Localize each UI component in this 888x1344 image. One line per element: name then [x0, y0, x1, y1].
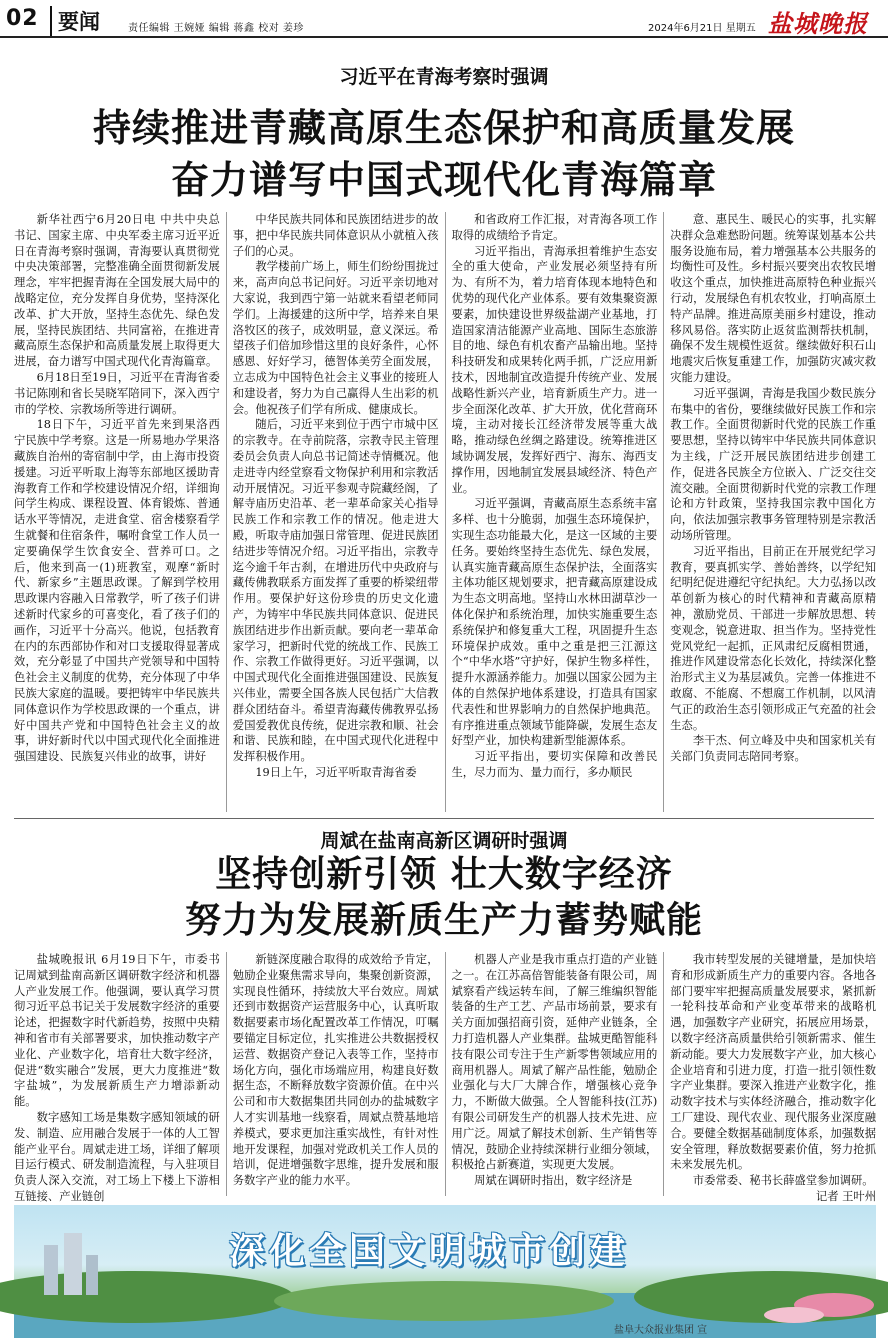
- article2-headline-line1: 坚持创新引领 壮大数字经济: [215, 854, 673, 895]
- paragraph: 习近平指出，要切实保障和改善民生，尽力而为、量力而行，多办顺民: [451, 750, 658, 779]
- article2-headline-line2: 努力为发展新质生产力蓄势赋能: [184, 900, 703, 941]
- column-rule: [226, 952, 227, 1196]
- article2-column: [452, 952, 658, 1196]
- column-rule: [663, 212, 664, 812]
- article2-column: [233, 952, 439, 1196]
- paragraph: 教学楼前广场上，师生们纷纷围拢过来，高声向总书记问好。习近平亲切地对大家说，我到西宁第一站就来看望老师同学们。上海援建的这所中学，培养来自果洛牧区的孩子，成效明显，意义深远。希望孩子们倍加珍惜这里的良好条件，心怀感恩、好好学习，德智体美劳全面发展，立志成为中国特色社会主义事业的接班人和建设者，努力为自己赢得人生出彩的机会。他祝孩子们学有所成、健康成长。: [232, 260, 439, 416]
- paragraph: 19日上午，习近平听取青海省委: [255, 765, 417, 779]
- paragraph: 新华社西宁6月20日电 中共中央总书记、国家主席、中央军委主席习近平近日在青海考察时强调，青海要认真贯彻党中央决策部署，完整准确全面贯彻新发展理念，牢牢把握青海在全国发展大局中的战略定位，充分发挥自身优势，坚持深化改革、扩大开放，坚持生态优先、绿色发展，坚持民族团结、共同富裕，在推进青藏高原生态保护和高质量发展上取得更大进展，奋力谱写中国式现代化青海篇章。: [14, 213, 220, 369]
- newspaper-logo: 盐城晚报: [768, 9, 868, 38]
- article1-headline-line1: 持续推进青藏高原生态保护和高质量发展: [92, 106, 795, 150]
- paragraph: 习近平强调，青藏高原生态系统丰富多样、也十分脆弱，加强生态环境保护，实现生态功能最大化，是这一区域的主要任务。要始终坚持生态优先、绿色发展，认真实施青藏高原生态保护法，全面落实主体功能区规划要求，把青藏高原建设成为生态文明高地。坚持山水林田湖草沙一体化保护和系统治理，加快实施重要生态系统保护和修复重大工程，巩固提升生态环境保护成效。重中之重是把三江源这个“中华水塔”守护好，保护生物多样性，提升水源涵养能力。加强以国家公园为主体的自然保护地体系建设，打造具有国家代表性和世界影响力的自然保护地典范。有序推进重点领域节能降碳，发展生态友好型产业，加快构建新型能源体系。: [451, 497, 658, 748]
- paragraph: 中华民族共同体和民族团结进步的故事，把中华民族共同体意识从小就植入孩子们的心灵。: [232, 213, 439, 258]
- paragraph: 市委常委、秘书长薛盛堂参加调研。: [692, 1174, 874, 1188]
- banner-credit: 盐阜大众报业集团 宣: [614, 1325, 708, 1336]
- issue-date: 2024年6月21日 星期五: [648, 23, 756, 34]
- paragraph: 机器人产业是我市重点打造的产业链之一。在江苏高倍智能装备有限公司，周斌察看产线运转车间，了解三维编织智能装备的生产工艺、产品市场前景，要求有关方面加强招商引资，延伸产业链条，全力打造机器人产业集群。盐城更酷智能科技有限公司专注于生产新零售领域应用的商用机器人。周斌了解产品性能，勉励企业强化与大厂大牌合作，增强核心竞争力，不断做大做强。仝人智能科技(江苏)有限公司研发生产的机器人技术先进、应用广泛。周斌了解技术创新、生产销售等情况，鼓励企业持续深耕行业细分领域，积极抢占新赛道，实现更大发展。: [451, 953, 658, 1172]
- paragraph: 和省政府工作汇报，对青海各项工作取得的成绩给予肯定。: [451, 213, 658, 242]
- paragraph: 新链深度融合取得的成效给予肯定，勉励企业聚焦需求导向，集聚创新资源，实现良性循环，持续放大平台效应。周斌还到市数据资产运营服务中心，认真听取数据要素市场化配置改革工作情况，叮嘱要锚定目标定位，扎实推进公共数据授权运营、数据资产登记入表等工作，坚持市场化方向，强化市场端应用，构建良好数据生态，不断释放数字资源价值。在中兴公司和市大数据集团共同创办的盐城数字人才实训基地一线察看，周斌点赞基地培养模式，要求更加注重实战性，有针对性地开发课程，加强对党政机关工作人员的培训，促进增强数字思维，提升发展和服务数字产业的能力水平。: [232, 953, 439, 1188]
- column-rule: [226, 212, 227, 812]
- article1-column: [452, 212, 658, 812]
- civic-banner: [14, 1205, 876, 1338]
- paragraph: 周斌在调研时指出，数字经济是: [474, 1174, 633, 1188]
- article2-body: [14, 952, 876, 1203]
- column-rule: [445, 212, 446, 812]
- article2-column: [14, 952, 220, 1203]
- paragraph: 习近平强调，青海是我国少数民族分布集中的省份，要继续做好民族工作和宗教工作。全面贯彻新时代党的民族工作重要思想，坚持以铸牢中华民族共同体意识为主线，广泛开展民族团结进步创建工作，促进各民族全方位嵌入、广泛交往交流交融。全面贯彻新时代党的宗教工作理论和方针政策，坚持我国宗教中国化方向，依法加强宗教事务管理特别是宗教活动场所管理。: [670, 386, 876, 542]
- article2-column: [670, 952, 876, 1203]
- article2-kicker: 周斌在盐南高新区调研时强调: [320, 830, 568, 852]
- page-number: 02: [6, 6, 39, 31]
- paragraph: 李干杰、何立峰及中央和国家机关有关部门负责同志陪同考察。: [670, 734, 876, 764]
- article1-kicker: 习近平在青海考察时强调: [339, 66, 549, 88]
- paragraph: 数字感知工场是集数字感知领域的研发、制造、应用融合发展于一体的人工智能产业平台。周斌走进工场，详细了解项目运行模式、研发制造流程，与入驻项目负责人深入交流，对工场上下楼上下游相互链接、产业链创: [14, 1110, 220, 1203]
- article1-headline-line2: 奋力谱写中国式现代化青海篇章: [170, 158, 717, 202]
- article1-column: [233, 212, 439, 812]
- paragraph: 盐城晚报讯 6月19日下午，市委书记周斌到盐南高新区调研数字经济和机器人产业发展工作。他强调，要认真学习贯彻习近平总书记关于发展数字经济的重要论述，把握数字时代新趋势，按照中央精神和省市有关部署要求，加快推动数字产业化、产业数字化，培育壮大数字经济，促进“数实融合”发展，更大力度推进“数字盐城”，为发展新质生产力增添新动能。: [14, 953, 220, 1109]
- masthead: [0, 0, 888, 38]
- article-divider: [14, 818, 874, 819]
- section-title: 要闻: [50, 6, 100, 36]
- banner-title: 深化全国文明城市创建: [229, 1231, 630, 1272]
- paragraph: 记者 王叶州: [815, 1189, 876, 1203]
- paragraph: 习近平指出，目前正在开展党纪学习教育，要真抓实学、善始善终，以学纪知纪明纪促进遵纪守纪执纪。大力弘扬以改革创新为核心的时代精神和青藏高原精神，激励党员、干部进一步解放思想、转变观念，锐意进取、担当作为。坚持党性党风党纪一起抓，正风肃纪反腐相贯通，推进作风建设常态化长效化，持续深化整治形式主义为基层减负。完善一体推进不敢腐、不能腐、不想腐工作机制，以风清气正的政治生态引领形成正气充盈的社会生态。: [670, 544, 876, 732]
- column-rule: [445, 952, 446, 1196]
- paragraph: 我市转型发展的关键增量，是加快培育和形成新质生产力的重要内容。各地各部门要牢牢把握高质量发展要求，紧抓新一轮科技革命和产业变革带来的战略机遇，加强数字产业研究，拓展应用场景，以数字经济高质量供给引领新需求、催生新动能。要大力发展数字产业，加大核心企业培育和引进力度，打造一批引领性数字产业集群。要深入推进产业数字化，推动数字技术与实体经济融合，推动数字化工厂建设、现代农业、现代服务业深度融合。要健全数据基础制度体系，加强数据安全管理，释放数据要素价值，努力抢抓未来发展先机。: [670, 953, 876, 1172]
- article1-body: [14, 212, 876, 812]
- paragraph: 6月18日至19日，习近平在青海省委书记陈刚和省长吴晓军陪同下，深入西宁市的学校、宗教场所等进行调研。: [14, 370, 220, 416]
- paragraph: 18日下午，习近平首先来到果洛西宁民族中学考察。这是一所易地办学果洛藏族自治州的寄宿制中学，由上海市投资援建。习近平听取上海等东部地区援助青海教育工作和学校建设情况介绍，详细询问学生构成、课程设置、体育锻炼、普通话水平等情况，走进食堂、宿舍楼察看学生就餐和住宿条件，嘱咐食堂工作人员一定要确保学生饮食安全、营养可口。之后，他来到高一(1)班教室，观摩“新时代、新家乡”主题思政课。了解到学校用思政课内容融入日常教学，听了孩子们讲述新时代家乡的可喜变化，看了孩子们的画作，习近平十分高兴。他说，包括教育在内的东西部协作和对口支援取得显著成效，充分彰显了中国共产党领导和中国特色社会主义制度的优势，充分体现了中华民族大家庭的温暖。要把铸牢中华民族共同体意识作为学校思政课的一个重点，讲好中国共产党和中国特色社会主义的故事，讲好新时代以中国式现代化全面推进强国建设、民族复兴伟业的故事，讲好: [14, 418, 220, 764]
- article1-column: [14, 212, 220, 812]
- paragraph: 习近平指出，青海承担着维护生态安全的重大使命，产业发展必须坚持有所为、有所不为，着力培育体现本地特色和优势的现代化产业体系。要有效集聚资源要素，加快建设世界级盐湖产业基地，打造国家清洁能源产业高地、国际生态旅游目的地、绿色有机农畜产品输出地。坚持科技研发和成果转化两手抓，广泛应用新技术，因地制宜改造提升传统产业、发展战略性新兴产业，培育新质生产力。进一步全面深化改革、扩大开放，优化营商环境，主动对接长江经济带发展等重大战略，推动绿色丝绸之路建设。统筹推进区域协调发展，发挥好西宁、海东、海西支撑作用，因地制宜发展县域经济、特色产业。: [451, 244, 658, 495]
- paragraph: 意、惠民生、暖民心的实事，扎实解决群众急难愁盼问题。统筹谋划基本公共服务设施布局，着力增强基本公共服务的均衡性可及性。乡村振兴要突出农牧民增收这个重点，加快推进高原特色种业振兴行动，发展绿色有机农牧业，打响高原土特产品牌。推进高原美丽乡村建设，推动移风易俗。落实防止返贫监测帮扶机制，确保不发生规模性返贫。继续做好积石山地震灾后恢复重建工作，加强防灾减灾救灾能力建设。: [670, 213, 876, 384]
- editor-credits: 责任编辑 王婉娅 编辑 蒋鑫 校对 姜珍: [128, 23, 304, 34]
- paragraph: 随后，习近平来到位于西宁市城中区的宗教寺。在寺前院落，宗教寺民主管理委员会负责人向总书记简述寺情概况。他走进寺内经堂察看文物保护利用和宗教活动开展情况。习近平参观寺院藏经阁，了解寺庙历史沿革、老一辈革命家关心指导民族工作和宗教工作的情况。他走进大殿，听取寺庙加强日常管理、促进民族团结进步等情况介绍。习近平指出，宗教寺迄今逾千年古刹，在增进历代中央政府与藏传佛教联系方面发挥了重要的桥梁纽带作用。要保护好这份珍贵的历史文化遗产，为铸牢中华民族共同体意识、促进民族团结进步作出新贡献。要向老一辈革命家学习，把新时代党的统战工作、民族工作、宗教工作做得更好。习近平强调，以中国式现代化全面推进强国建设、民族复兴伟业，需要全国各族人民包括广大信教群众团结奋斗。希望青海藏传佛教界弘扬爱国爱教优良传统，促进宗教和顺、社会和谐、民族和睦，在中国式现代化进程中发挥积极作用。: [232, 418, 439, 764]
- article1-column: [670, 212, 876, 812]
- column-rule: [663, 952, 664, 1196]
